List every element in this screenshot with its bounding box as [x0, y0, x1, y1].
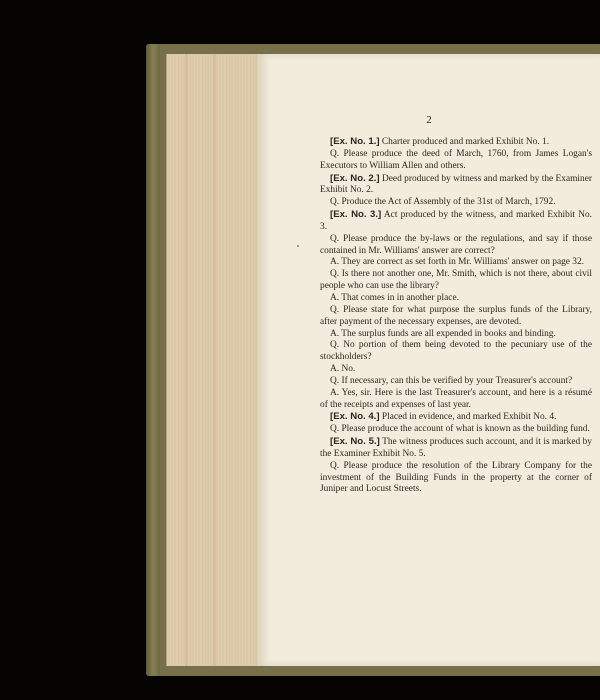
paragraph [320, 461, 592, 497]
paragraph-text: Q. No portion of them being devoted to the pecuniary use of the stockholders? [320, 340, 592, 363]
paragraph-text: Q. Is there not another one, Mr. Smith, which is not there, about civil people who can use the library? [320, 269, 592, 292]
paragraph-text: Act produced by the witness, and marked Exhibit No. 3. [320, 210, 593, 232]
paragraph [320, 376, 592, 388]
paragraph [320, 149, 592, 173]
paragraph [320, 305, 592, 329]
paragraph-text: A. No. [330, 364, 356, 375]
paragraph [320, 136, 592, 149]
paragraph-text: Q. Please produce the resolution of the Library Company for the investment of the Building Funds in the property at the corner of Juniper and Locust Streets. [320, 460, 592, 495]
paragraph-text: Deed produced by witness and marked by the Examiner Exhibit No. 2. [320, 173, 592, 196]
paragraph-text: Q. Please state for what purpose the surplus funds of the Library, after payment of the necessary expenses, are devoted. [320, 304, 592, 327]
exhibit-tag: [Ex. No. 1.] [330, 136, 380, 147]
paragraph-text: Q. Please produce the deed of March, 1760, from James Logan's Executors to William Allen and others. [320, 148, 592, 171]
exhibit-tag: [Ex. No. 2.] [330, 172, 380, 184]
paragraph [320, 436, 592, 461]
paragraph [320, 293, 592, 305]
paragraph-text: A. The surplus funds are all expended in books and binding. [330, 328, 556, 339]
page-edges [166, 54, 259, 666]
paragraph [320, 269, 592, 293]
paragraph-text: The witness produces such account, and it is marked by the Examiner Exhibit No. 5. [320, 437, 592, 459]
book-page [258, 54, 600, 666]
paragraph [320, 424, 592, 436]
paragraph-text: A. They are correct as set forth in Mr. Williams' answer on page 32. [330, 257, 585, 268]
exhibit-tag: [Ex. No. 5.] [330, 436, 380, 448]
paragraph [320, 364, 592, 376]
page-number: 2 [426, 114, 432, 126]
paragraph-text: Q. If necessary, can this be verified by your Treasurer's account? [330, 375, 573, 386]
paragraph [320, 257, 592, 269]
paper-speck [297, 245, 299, 247]
page-text [320, 136, 592, 496]
paragraph-text: Q. Produce the Act of Assembly of the 31st of March, 1792. [330, 197, 556, 208]
paragraph-text: A. Yes, sir. Here is the last Treasurer's account, and here is a résumé of the receipts and expenses of last year. [320, 387, 592, 410]
book-spine-edge [146, 44, 160, 676]
paragraph [320, 329, 592, 341]
paragraph [320, 411, 592, 424]
paragraph-text: Q. Please produce the by-laws or the regulations, and say if those contained in Mr. Williams' answer are correct? [320, 233, 592, 256]
paragraph [320, 388, 592, 412]
paragraph-text: Placed in evidence, and marked Exhibit No. 4. [379, 412, 557, 423]
paragraph [320, 234, 592, 258]
paragraph [320, 209, 592, 234]
paragraph [320, 197, 592, 209]
paragraph-text: Charter produced and marked Exhibit No. 1. [379, 137, 550, 147]
paragraph-text: Q. Please produce the account of what is known as the building fund. [330, 424, 590, 435]
exhibit-tag: [Ex. No. 4.] [330, 411, 380, 423]
paragraph-text: A. That comes in in another place. [330, 292, 459, 303]
paragraph [320, 340, 592, 364]
paragraph [320, 173, 592, 198]
exhibit-tag: [Ex. No. 3.] [330, 209, 382, 221]
